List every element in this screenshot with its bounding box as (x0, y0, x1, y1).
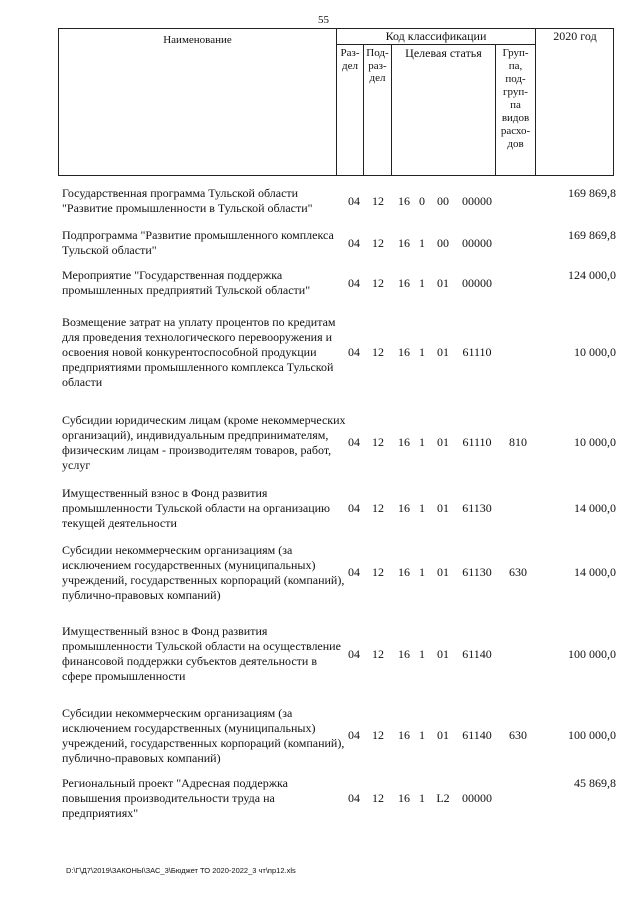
header-subsection: Под- раз- дел (363, 44, 391, 176)
cell-target-direction: 61140 (462, 728, 492, 742)
cell-target-event: 01 (437, 501, 449, 515)
cell-target-direction: 61130 (462, 501, 492, 515)
cell-section: 04 (348, 647, 360, 661)
cell-target-program: 16 (398, 194, 410, 208)
header-section: Раз- дел (336, 44, 363, 176)
cell-name: Возмещение затрат на уплату процентов по кредитам для проведения технологического перевооружения и освоения новой конкурентоспособной продукции предприятиями промышленного комплекса Тульской области (62, 315, 336, 389)
cell-name: Субсидии некоммерческим организациям (за исключением государственных (муниципальных) учреждений, государственных корпораций (компаний), публично-правовых компаний) (62, 706, 345, 765)
cell-target-direction: 61110 (462, 345, 492, 359)
cell-target-subprogram: 1 (419, 728, 425, 742)
header-year: 2020 год (535, 28, 614, 176)
cell-amount: 100 000,0 (568, 647, 616, 661)
cell-target-program: 16 (398, 565, 410, 579)
cell-target-program: 16 (398, 236, 410, 250)
cell-target-program: 16 (398, 647, 410, 661)
cell-name: Государственная программа Тульской области "Развитие промышленности в Тульской области" (62, 186, 313, 215)
cell-target-direction: 00000 (462, 194, 492, 208)
cell-amount: 45 869,8 (574, 776, 616, 790)
header-classification: Код классификации (336, 28, 535, 44)
cell-expense-group: 630 (509, 565, 527, 579)
cell-subsection: 12 (372, 565, 384, 579)
cell-name: Имущественный взнос в Фонд развития промышленности Тульской области на организацию текущей деятельности (62, 486, 331, 530)
cell-target-subprogram: 1 (419, 435, 425, 449)
cell-subsection: 12 (372, 236, 384, 250)
cell-subsection: 12 (372, 345, 384, 359)
cell-amount: 169 869,8 (568, 186, 616, 200)
cell-subsection: 12 (372, 791, 384, 805)
cell-name: Мероприятие "Государственная поддержка промышленных предприятий Тульской области" (62, 268, 311, 297)
cell-target-event: L2 (436, 791, 450, 805)
cell-amount: 14 000,0 (574, 565, 616, 579)
cell-target-event: 01 (437, 647, 449, 661)
cell-target-event: 00 (437, 194, 449, 208)
cell-section: 04 (348, 791, 360, 805)
cell-expense-group: 810 (509, 435, 527, 449)
cell-target-program: 16 (398, 501, 410, 515)
cell-target-subprogram: 1 (419, 236, 425, 250)
cell-amount: 14 000,0 (574, 501, 616, 515)
cell-subsection: 12 (372, 276, 384, 290)
cell-name: Подпрограмма "Развитие промышленного комплекса Тульской области" (62, 228, 334, 257)
cell-target-event: 01 (437, 345, 449, 359)
cell-target-subprogram: 1 (419, 345, 425, 359)
cell-target-program: 16 (398, 791, 410, 805)
cell-name: Субсидии юридическим лицам (кроме некоммерческих организаций), индивидуальным предпринимателям, физическим лицам - производителям товаров, работ, услуг (62, 413, 346, 472)
cell-amount: 169 869,8 (568, 228, 616, 242)
cell-section: 04 (348, 435, 360, 449)
page-number: 55 (318, 14, 329, 26)
cell-target-subprogram: 0 (419, 194, 425, 208)
cell-amount: 10 000,0 (574, 345, 616, 359)
cell-subsection: 12 (372, 647, 384, 661)
cell-target-event: 01 (437, 728, 449, 742)
cell-target-direction: 00000 (462, 276, 492, 290)
cell-target-event: 00 (437, 236, 449, 250)
cell-target-direction: 61130 (462, 565, 492, 579)
cell-target-event: 01 (437, 276, 449, 290)
cell-target-event: 01 (437, 565, 449, 579)
cell-target-direction: 61110 (462, 435, 492, 449)
cell-target-subprogram: 1 (419, 501, 425, 515)
cell-section: 04 (348, 501, 360, 515)
cell-target-direction: 61140 (462, 647, 492, 661)
table-header (58, 28, 614, 176)
cell-target-direction: 00000 (462, 236, 492, 250)
cell-amount: 10 000,0 (574, 435, 616, 449)
cell-target-event: 01 (437, 435, 449, 449)
cell-section: 04 (348, 565, 360, 579)
cell-target-subprogram: 1 (419, 276, 425, 290)
cell-section: 04 (348, 194, 360, 208)
cell-name: Субсидии некоммерческим организациям (за исключением государственных (муниципальных) учреждений, государственных корпораций (компаний), публично-правовых компаний) (62, 543, 345, 602)
header-target-article: Целевая статья (391, 44, 495, 176)
cell-name: Имущественный взнос в Фонд развития промышленности Тульской области на осуществление финансовой поддержки субъектов деятельности в сфере промышленности (62, 624, 341, 683)
cell-amount: 124 000,0 (568, 268, 616, 282)
cell-target-program: 16 (398, 345, 410, 359)
header-expense-group: Груп- па, под- груп- па видов расхо- дов (495, 44, 535, 176)
header-name: Наименование (58, 28, 336, 176)
cell-target-program: 16 (398, 728, 410, 742)
cell-subsection: 12 (372, 728, 384, 742)
cell-expense-group: 630 (509, 728, 527, 742)
cell-target-direction: 00000 (462, 791, 492, 805)
cell-target-subprogram: 1 (419, 791, 425, 805)
cell-target-program: 16 (398, 276, 410, 290)
cell-section: 04 (348, 236, 360, 250)
cell-target-program: 16 (398, 435, 410, 449)
cell-subsection: 12 (372, 435, 384, 449)
cell-section: 04 (348, 276, 360, 290)
cell-target-subprogram: 1 (419, 647, 425, 661)
cell-subsection: 12 (372, 501, 384, 515)
cell-subsection: 12 (372, 194, 384, 208)
cell-name: Региональный проект "Адресная поддержка повышения производительности труда на предприятиях" (62, 776, 288, 820)
cell-section: 04 (348, 728, 360, 742)
cell-target-subprogram: 1 (419, 565, 425, 579)
file-path-footer: D:\Г\Д7\2019\ЗАКОНЫ\ЗАС_3\Бюджет ТО 2020-2022_3 чт\пр12.xls (66, 866, 296, 875)
cell-section: 04 (348, 345, 360, 359)
cell-amount: 100 000,0 (568, 728, 616, 742)
